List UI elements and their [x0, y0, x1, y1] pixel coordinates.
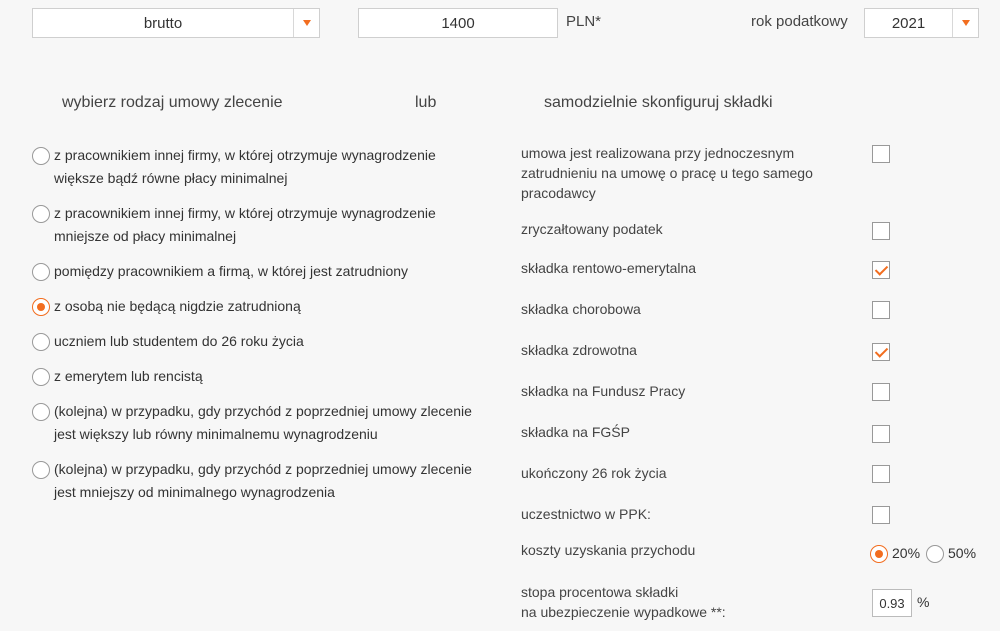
contract-option-line1: z osobą nie będącą nigdzie zatrudnioną: [54, 298, 301, 314]
config-item-label: [521, 463, 667, 483]
contract-option-label[interactable]: [54, 295, 301, 318]
accident-rate-label: [521, 582, 726, 622]
config-item-label-line: składka na FGŚP: [521, 424, 630, 440]
config-item-label: [521, 258, 696, 278]
contract-option-radio[interactable]: [32, 403, 50, 421]
contract-option-radio[interactable]: [32, 298, 50, 316]
salary-type-select[interactable]: [32, 8, 320, 38]
config-item-label-line: umowa jest realizowana przy jednoczesnym: [521, 145, 795, 161]
contract-option-line2: jest mniejszy od minimalnego wynagrodzenia: [54, 484, 335, 500]
accident-rate-unit: %: [917, 594, 930, 610]
config-item-label-line: zatrudnieniu na umowę o pracę u tego samego: [521, 165, 813, 181]
currency-label: PLN*: [566, 13, 602, 30]
contract-option-line1: z emerytem lub rencistą: [54, 368, 203, 384]
dropdown-arrow-icon[interactable]: [952, 9, 978, 37]
contract-option-label[interactable]: [54, 144, 436, 190]
config-item-label: [521, 219, 663, 239]
tax-year-label: rok podatkowy: [751, 13, 848, 30]
config-item-checkbox[interactable]: [872, 506, 890, 524]
costs-label: koszty uzyskania przychodu: [521, 542, 696, 558]
contract-option-radio[interactable]: [32, 147, 50, 165]
config-item-checkbox[interactable]: [872, 465, 890, 483]
config-item-label-line: składka chorobowa: [521, 301, 641, 317]
or-heading: lub: [415, 94, 437, 111]
contract-option-label[interactable]: [54, 365, 203, 388]
costs-50-label: 50%: [948, 545, 977, 561]
contract-option-line1: uczniem lub studentem do 26 roku życia: [54, 333, 304, 349]
contract-option-line1: z pracownikiem innej firmy, w której otrzymuje wynagrodzenie: [54, 205, 436, 221]
contract-option-radio[interactable]: [32, 368, 50, 386]
config-item-label: [521, 381, 685, 401]
config-item-label-line: składka zdrowotna: [521, 342, 637, 358]
config-item-label: [521, 340, 637, 360]
configure-heading: samodzielnie skonfiguruj składki: [544, 94, 773, 111]
tax-year-value: 2021: [891, 14, 926, 32]
config-item-checkbox[interactable]: [872, 343, 890, 361]
contract-option-label[interactable]: [54, 202, 436, 248]
contract-type-heading: wybierz rodzaj umowy zlecenie: [62, 94, 283, 111]
config-item-label: [521, 422, 630, 442]
contract-option-radio[interactable]: [32, 205, 50, 223]
contract-option-line2: większe bądź równe płacy minimalnej: [54, 170, 288, 186]
accident-rate-label-line2: na ubezpieczenie wypadkowe **:: [521, 604, 726, 620]
config-item-label: [521, 143, 813, 203]
accident-rate-label-line1: stopa procentowa składki: [521, 584, 679, 600]
amount-input[interactable]: 1400: [358, 8, 558, 38]
config-item-checkbox[interactable]: [872, 383, 890, 401]
config-item-label-line: pracodawcy: [521, 185, 596, 201]
contract-option-line1: pomiędzy pracownikiem a firmą, w której jest zatrudniony: [54, 263, 409, 279]
accident-rate-input[interactable]: 0.93: [872, 589, 912, 617]
config-item-label-line: składka rentowo-emerytalna: [521, 260, 697, 276]
config-item-checkbox[interactable]: [872, 145, 890, 163]
config-item-checkbox[interactable]: [872, 301, 890, 319]
salary-type-value: brutto: [143, 14, 183, 32]
dropdown-arrow-icon[interactable]: [293, 9, 319, 37]
config-item-label-line: składka na Fundusz Pracy: [521, 383, 686, 399]
contract-option-radio[interactable]: [32, 263, 50, 281]
tax-year-select[interactable]: [864, 8, 979, 38]
contract-option-line1: (kolejna) w przypadku, gdy przychód z poprzedniej umowy zlecenie: [54, 461, 472, 477]
costs-20-radio[interactable]: [870, 545, 888, 563]
config-item-label-line: uczestnictwo w PPK:: [521, 506, 651, 522]
contract-option-line2: mniejsze od płacy minimalnej: [54, 228, 237, 244]
config-item-checkbox[interactable]: [872, 425, 890, 443]
config-item-label: [521, 299, 641, 319]
contract-option-label[interactable]: [54, 330, 304, 353]
config-item-checkbox[interactable]: [872, 222, 890, 240]
contract-option-label[interactable]: [54, 400, 472, 446]
config-item-checkbox[interactable]: [872, 261, 890, 279]
costs-20-label: 20%: [892, 545, 921, 561]
costs-50-radio[interactable]: [926, 545, 944, 563]
contract-option-label[interactable]: [54, 260, 408, 283]
contract-option-line1: (kolejna) w przypadku, gdy przychód z poprzedniej umowy zlecenie: [54, 403, 472, 419]
config-item-label-line: zryczałtowany podatek: [521, 221, 663, 237]
contract-option-radio[interactable]: [32, 461, 50, 479]
config-item-label-line: ukończony 26 rok życia: [521, 465, 667, 481]
contract-option-radio[interactable]: [32, 333, 50, 351]
contract-option-line1: z pracownikiem innej firmy, w której otrzymuje wynagrodzenie: [54, 147, 436, 163]
contract-option-line2: jest większy lub równy minimalnemu wynagrodzeniu: [54, 426, 378, 442]
config-item-label: [521, 504, 651, 524]
contract-option-label[interactable]: [54, 458, 472, 504]
